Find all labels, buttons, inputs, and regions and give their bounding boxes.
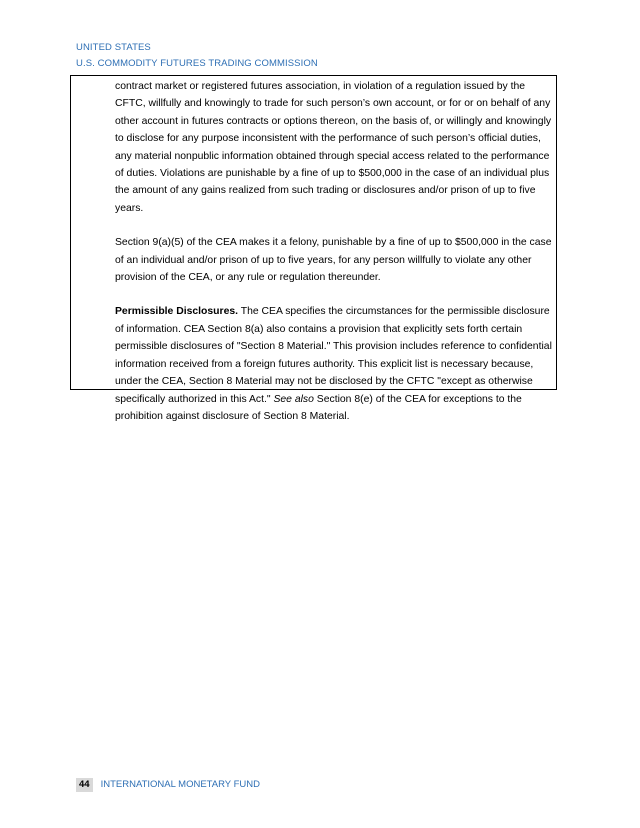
page-number: 44 xyxy=(76,778,93,792)
paragraph-permissible-disclosures xyxy=(115,303,552,425)
permissible-disclosures-text-a: The CEA specifies the circumstances for the permissible disclosure of information. CEA Section 8(a) also contains a provision that explicitly sets forth certain permissible disclosures of "Section 8 Material." This provision includes reference to confidential information received from a foreign futures authority. This explicit list is necessary because, under the CEA, Section 8 Material may not be disclosed by the CFTC "except as otherwise specifically authorized in this Act." xyxy=(115,306,552,405)
footer-label: INTERNATIONAL MONETARY FUND xyxy=(100,779,260,790)
text-box xyxy=(70,75,557,422)
permissible-disclosures-text-b: Section 8(e) of the CEA for exceptions to the prohibition against disclosure of Section 8 Material. xyxy=(115,393,522,422)
running-header xyxy=(76,40,318,72)
header-country: UNITED STATES xyxy=(76,42,151,53)
permissible-disclosures-heading: Permissible Disclosures. xyxy=(115,306,239,318)
paragraph-violations: contract market or registered futures association, in violation of a regulation issued by the CFTC, willfully and knowingly to trade for such person’s own account, or for or on behalf of any other account in futures contracts or options thereon, on the basis of, or willingly and knowingly to disclose for any purpose inconsistent with the performance of such person’s official duties, any material nonpublic information obtained through special access related to the performance of duties. Violations are punishable by a fine of up to $500,000 in the case of an individual plus the amount of any gains realized from such trading or disclosures and/or prison of up to five years. xyxy=(115,81,552,214)
paragraph-section-9a5: Section 9(a)(5) of the CEA makes it a felony, punishable by a fine of up to $500,000 in the case of an individual and/or prison of up to five years, for any person willfully to violate any other provision of the CEA, or any rule or regulation thereunder. xyxy=(115,237,552,284)
text-box-content xyxy=(115,78,552,425)
header-agency: U.S. COMMODITY FUTURES TRADING COMMISSION xyxy=(76,58,318,69)
page-footer xyxy=(76,778,260,792)
see-also-text: See also xyxy=(273,393,314,405)
